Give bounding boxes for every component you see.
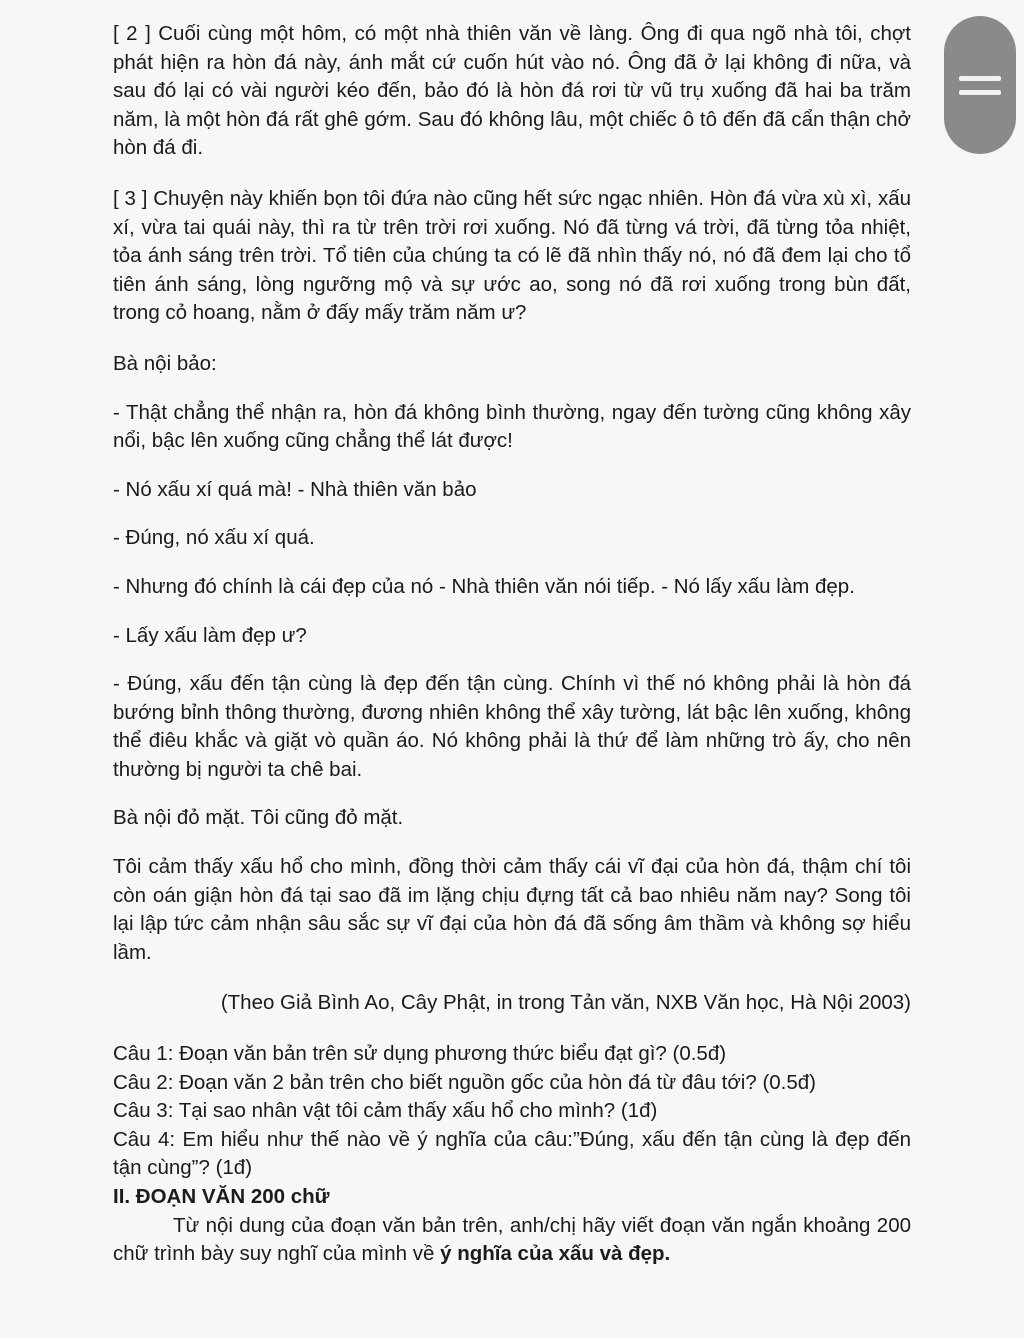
dialogue-5: - Lấy xấu làm đẹp ư? (113, 623, 307, 647)
dialogue-6: - Đúng, xấu đến tận cùng là đẹp đến tận cùng. Chính vì thế nó không phải là hòn đá bướng bỉnh thông thường, đương nhiên không thể xây tường, lát bậc lên xuống, không thể điêu khắc và giặt vò quần áo. Nó không phải là thứ để làm những trò ấy, cho nên thường bị người ta chê bai. (113, 672, 911, 781)
question-4: Câu 4: Em hiểu như thế nào về ý nghĩa của câu:”Đúng, xấu đến tận cùng là đẹp đến tận cùng”? (1đ) (113, 1127, 911, 1180)
section-2-prompt (113, 1212, 911, 1269)
source-citation: (Theo Giả Bình Ao, Cây Phật, in trong Tản văn, NXB Văn học, Hà Nội 2003) (220, 991, 911, 1015)
dialogue-1: - Thật chẳng thể nhận ra, hòn đá không bình thường, ngay đến tường cũng không xây nổi, bậc lên xuống cũng chẳng thể lát được! (113, 400, 911, 453)
prompt-text: Từ nội dung của đoạn văn bản trên, anh/chị hãy viết đoạn văn ngắn khoảng 200 chữ trình bày suy nghĩ của mình về (113, 1213, 911, 1266)
blush-line: Bà nội đỏ mặt. Tôi cũng đỏ mặt. (113, 806, 404, 830)
dialogue-2: - Nó xấu xí quá mà! - Nhà thiên văn bảo (113, 477, 477, 501)
section-2-heading: II. ĐOẠN VĂN 200 chữ (113, 1185, 330, 1208)
document-page (113, 20, 911, 1269)
questions-list (113, 1040, 911, 1183)
closing-paragraph: Tôi cảm thấy xấu hổ cho mình, đồng thời cảm thấy cái vĩ đại của hòn đá, thậm chí tôi còn oán giận hòn đá tại sao đã im lặng chịu đựng tất cả bao nhiêu năm nay? Song tôi lại lập tức cảm nhận sâu sắc sự vĩ đại của hòn đá đã sống âm thầm và không sợ hiểu lầm. (113, 855, 911, 964)
dialogue-4: - Nhưng đó chính là cái đẹp của nó - Nhà thiên văn nói tiếp. - Nó lấy xấu làm đẹp. (113, 574, 855, 598)
menu-lines-icon (959, 76, 1001, 81)
question-1: Câu 1: Đoạn văn bản trên sử dụng phương thức biểu đạt gì? (0.5đ) (113, 1042, 727, 1066)
dialogue-3: - Đúng, nó xấu xí quá. (113, 526, 315, 550)
prompt-bold-text: ý nghĩa của xấu và đẹp. (440, 1242, 671, 1266)
menu-handle-button[interactable] (944, 16, 1016, 154)
paragraph-3: [ 3 ] Chuyện này khiến bọn tôi đứa nào cũng hết sức ngạc nhiên. Hòn đá vừa xù xì, xấu xí, vừa tai quái này, thì ra từ trên trời rơi xuống. Nó đã từng vá trời, đã từng tỏa nhiệt, tỏa ánh sáng trên trời. Tổ tiên của chúng ta có lẽ đã nhìn thấy nó, nó đã đem lại cho tổ tiên ánh sáng, lòng ngưỡng mộ và sự ước ao, song nó đã rơi xuống trong bùn đất, trong cỏ hoang, nằm ở đấy mấy trăm năm ư? (113, 186, 911, 325)
grandma-says: Bà nội bảo: (113, 351, 217, 375)
paragraph-2: [ 2 ] Cuối cùng một hôm, có một nhà thiên văn về làng. Ông đi qua ngõ nhà tôi, chợt phát hiện ra hòn đá này, ánh mắt cứ cuốn hút vào nó. Ông đã ở lại không đi nữa, và sau đó lại có vài người kéo đến, bảo đó là hòn đá rơi từ vũ trụ xuống đã hai ba trăm năm, là một hòn đá rất ghê gớm. Sau đó không lâu, một chiếc ô tô đến đã cẩn thận chở hòn đá đi. (113, 22, 911, 160)
question-2: Câu 2: Đoạn văn 2 bản trên cho biết nguồn gốc của hòn đá từ đâu tới? (0.5đ) (113, 1070, 817, 1094)
menu-lines-icon-bar (959, 90, 1001, 95)
question-3: Câu 3: Tại sao nhân vật tôi cảm thấy xấu hổ cho mình? (1đ) (113, 1099, 658, 1123)
